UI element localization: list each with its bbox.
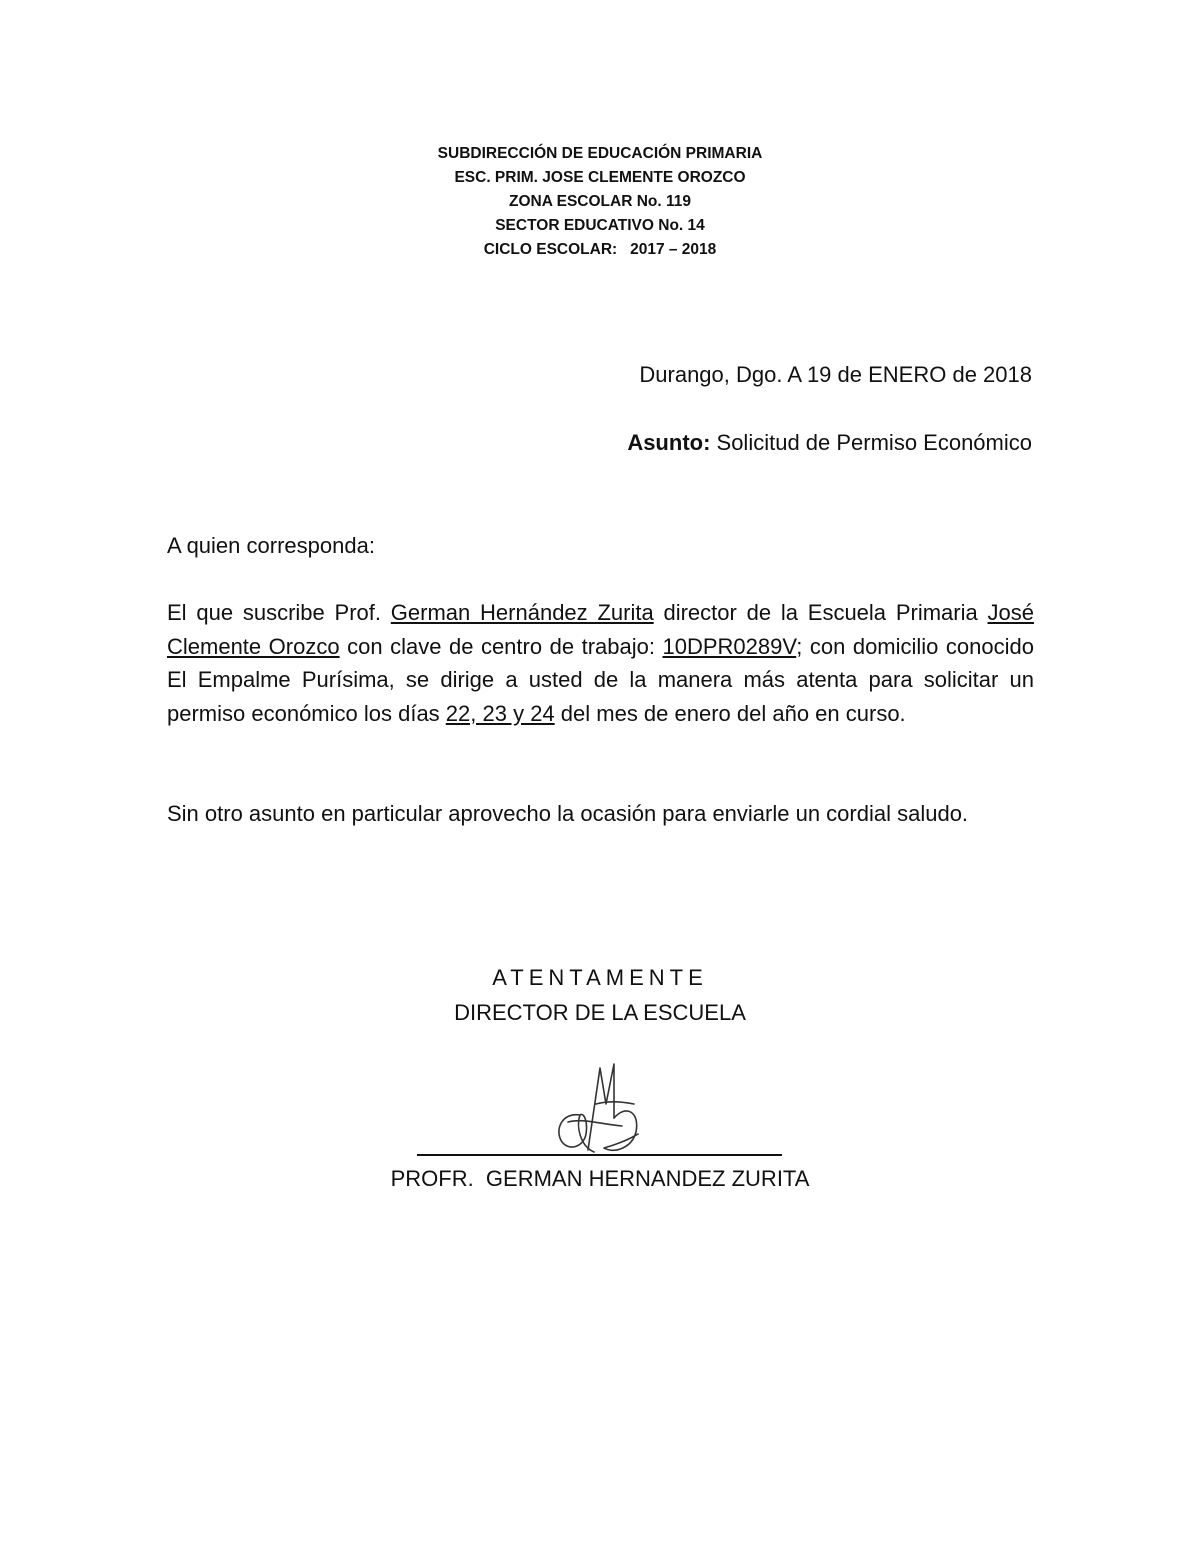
letterhead-line-subdireccion: SUBDIRECCIÓN DE EDUCACIÓN PRIMARIA [437,145,763,162]
letterhead-line-school-year: CICLO ESCOLAR: 2017 – 2018 [483,241,717,258]
paragraph-text: director de la Escuela Primaria [653,600,988,625]
paragraph-request [167,596,1034,730]
paragraph-text: con clave de centro de trabajo: [339,633,663,659]
closing-atentamente: ATENTAMENTE [492,965,708,990]
letterhead-line-school: ESC. PRIM. JOSE CLEMENTE OROZCO [454,169,746,186]
signer-name: PROFR. GERMAN HERNANDEZ ZURITA [390,1166,810,1191]
letterhead-line-sector: SECTOR EDUCATIVO No. 14 [495,217,705,234]
paragraph-text: ; con domicilio conocido El Empalme Purísima, se dirige a usted de la manera más atenta para solicitar un permiso económico los días [167,633,1034,726]
subject-text: Solicitud de Permiso Económico [710,430,1032,455]
date-line: Durango, Dgo. A 19 de ENERO de 2018 [639,362,1032,387]
paragraph-closing: Sin otro asunto en particular aprovecho la ocasión para enviarle un cordial saludo. [167,801,969,826]
letterhead [0,142,1200,262]
paragraph-text: El que suscribe Prof. [167,600,391,625]
school-name: José Clemente Orozco [167,600,1034,659]
signature-line [417,1154,782,1156]
subject-line [400,430,1032,456]
handwritten-signature [540,1060,670,1160]
signer-title: DIRECTOR DE LA ESCUELA [454,1000,746,1025]
paragraph-text: del mes de enero del año en curso. [554,700,906,726]
salutation: A quien corresponda: [167,533,375,558]
teacher-name: German Hernández Zurita [390,600,654,625]
work-center-code: 10DPR0289V [662,633,797,659]
letterhead-line-zone: ZONA ESCOLAR No. 119 [508,193,691,210]
requested-days: 22, 23 y 24 [445,700,555,726]
subject-label: Asunto: [627,430,711,455]
